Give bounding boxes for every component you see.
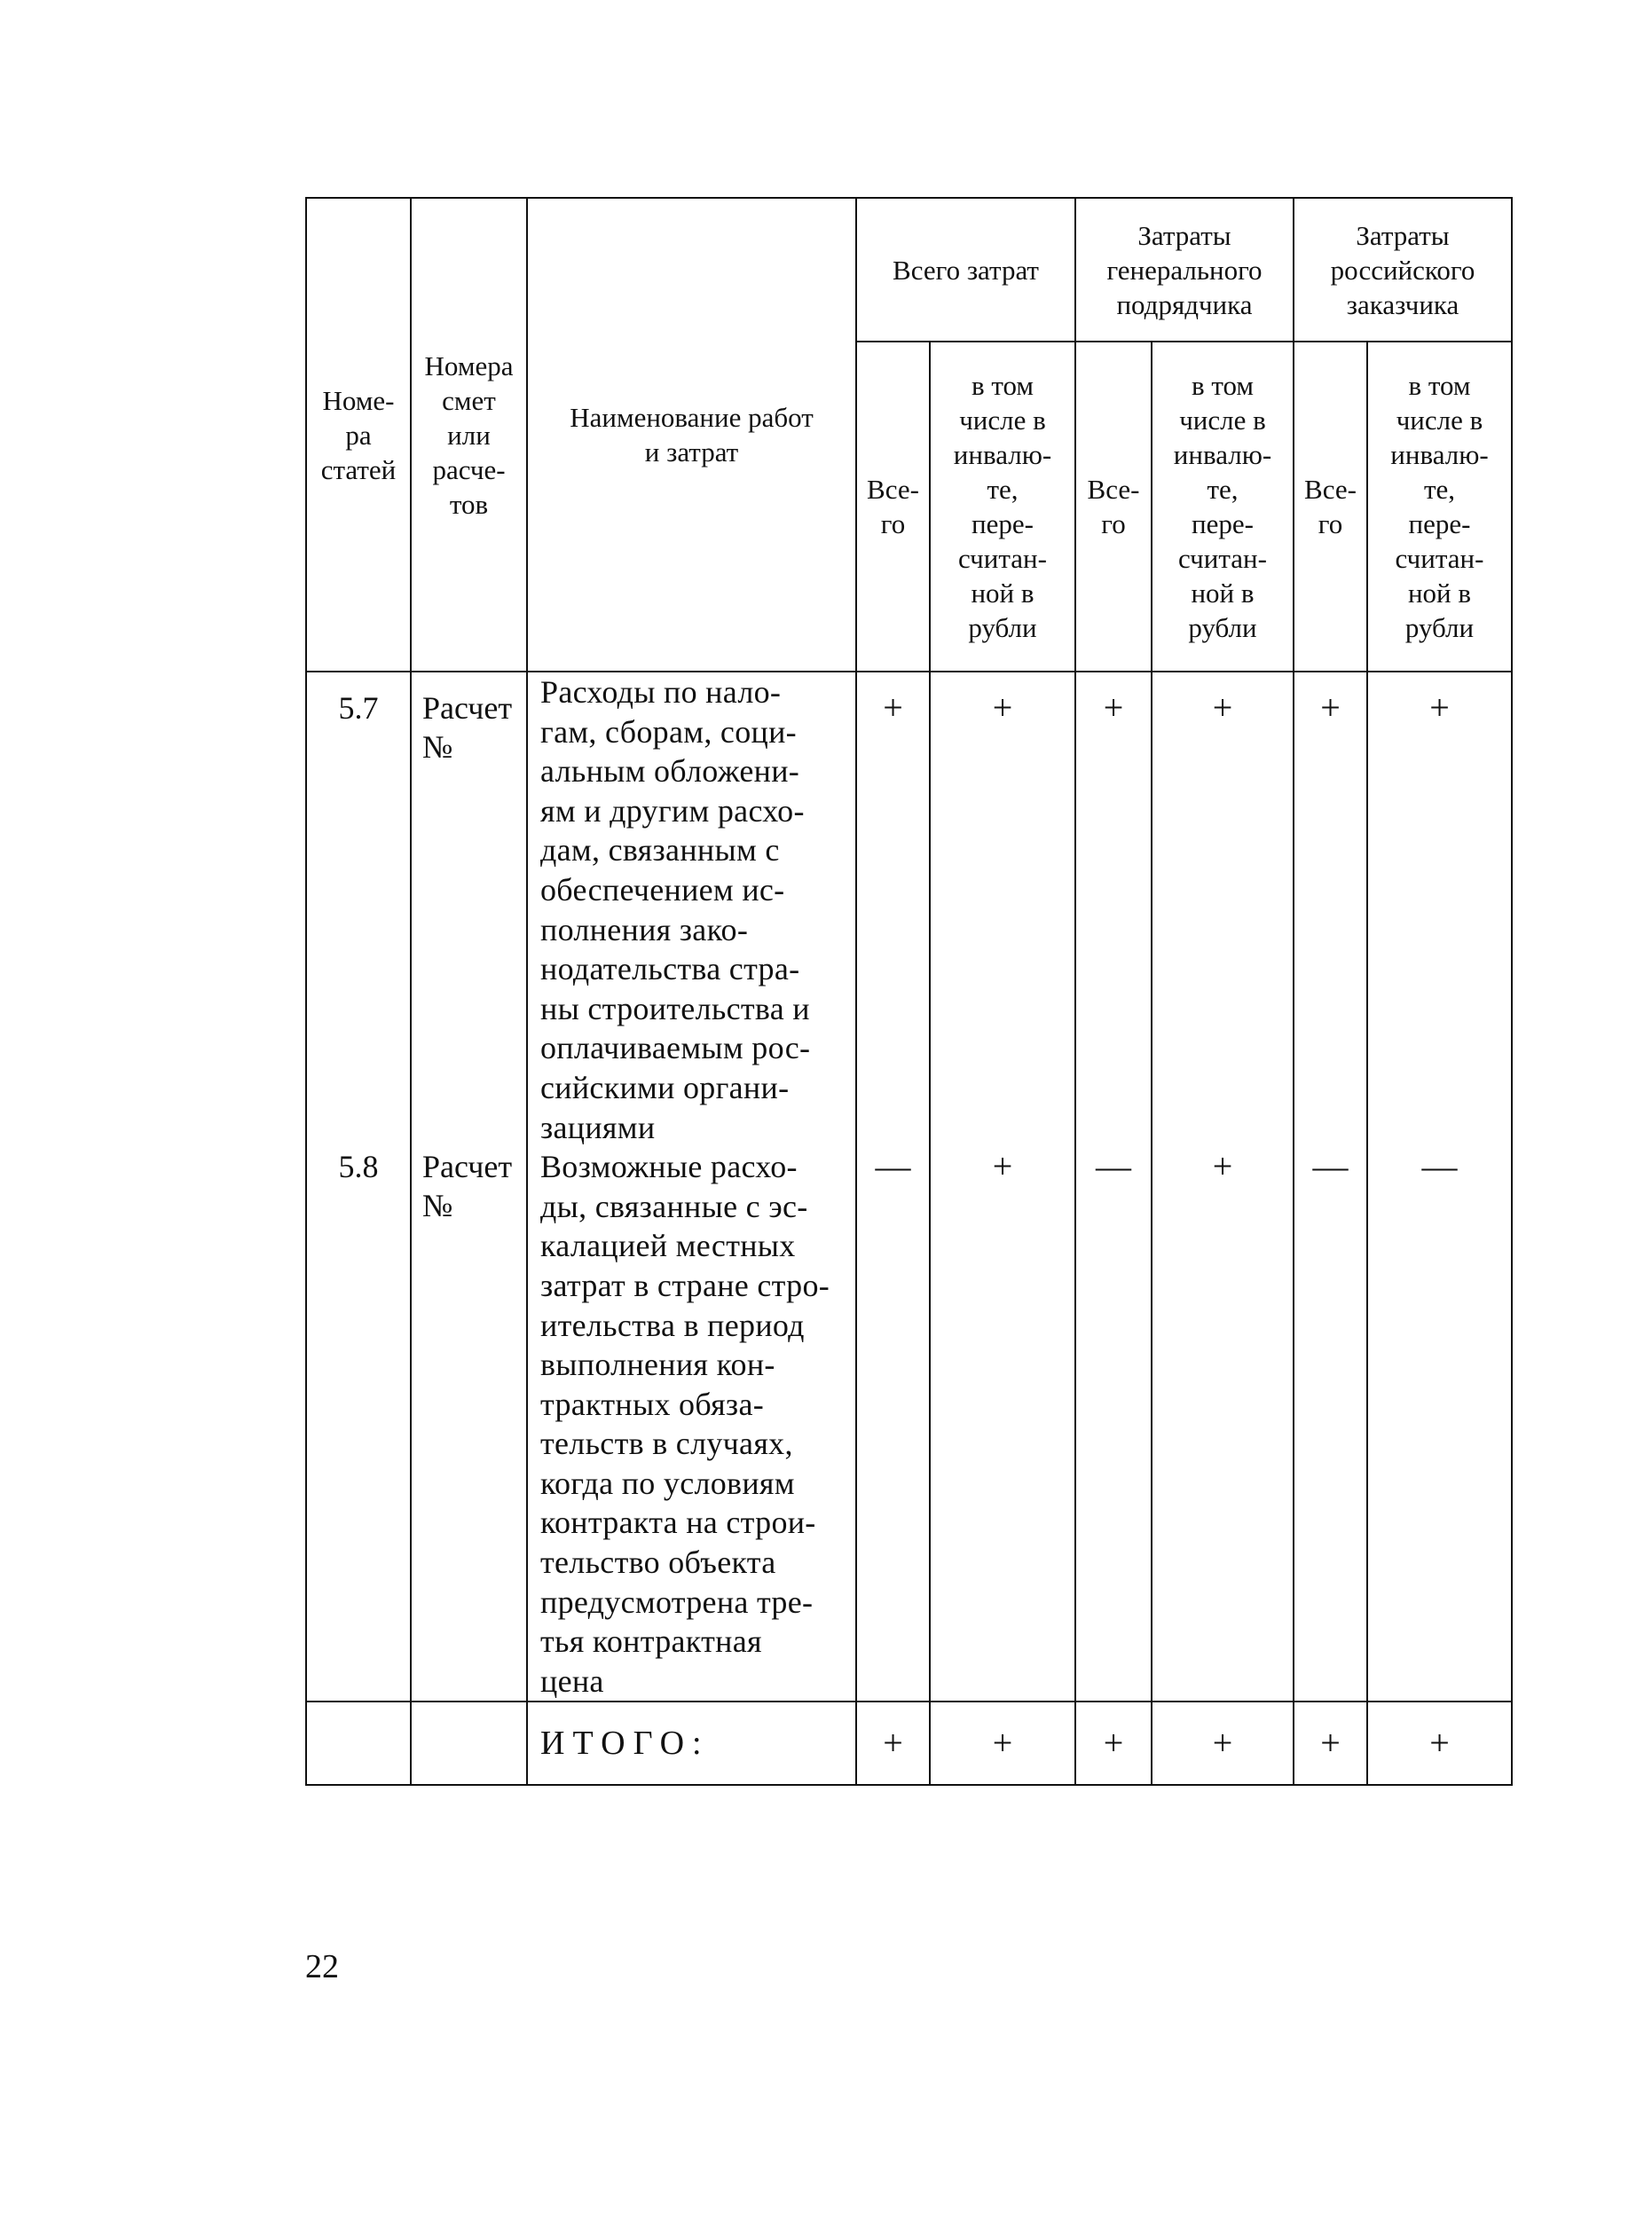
row-mark-total-all: — (856, 1147, 930, 1702)
header-customer-all: Все- го (1294, 342, 1367, 672)
row-mark-total-currency: + (930, 1147, 1075, 1702)
header-total-all: Все- го (856, 342, 930, 672)
total-mark-contractor-currency: + (1152, 1702, 1294, 1785)
header-contractor-all: Все- го (1075, 342, 1152, 672)
total-mark-total-currency: + (930, 1702, 1075, 1785)
total-label: ИТОГО: (527, 1702, 856, 1785)
row-number: 5.7 (306, 672, 411, 1147)
header-group-customer: Затраты российского заказчика (1294, 198, 1512, 342)
page-number: 22 (305, 1948, 339, 1985)
total-mark-total-all: + (856, 1702, 930, 1785)
row-mark-contractor-all: — (1075, 1147, 1152, 1702)
header-customer-currency: в том числе в инвалю- те, пере- считан- ной в рубли (1367, 342, 1512, 672)
table-row (306, 1147, 1512, 1702)
row-mark-customer-currency: — (1367, 1147, 1512, 1702)
row-mark-customer-currency: + (1367, 672, 1512, 1147)
total-mark-customer-all: + (1294, 1702, 1367, 1785)
header-estimate-number: Номера смет или расче- тов (411, 198, 527, 672)
total-empty-estimate (411, 1702, 527, 1785)
header-contractor-currency: в том числе в инвалю- те, пере- считан- ной в рубли (1152, 342, 1294, 672)
row-description: Расходы по нало- гам, сборам, соци- альным обложени- ям и другим расхо- дам, связанным с обеспечением ис- полнения зако- нодательства стра- ны строительства и оплачиваемым рос- сийскими органи- зациями (527, 672, 856, 1147)
row-mark-contractor-currency: + (1152, 1147, 1294, 1702)
header-total-currency: в том числе в инвалю- те, пере- считан- ной в рубли (930, 342, 1075, 672)
row-mark-contractor-currency: + (1152, 672, 1294, 1147)
total-mark-contractor-all: + (1075, 1702, 1152, 1785)
header-work-name: Наименование работ и затрат (527, 198, 856, 672)
header-group-contractor: Затраты генерального подрядчика (1075, 198, 1294, 342)
cost-table (305, 197, 1513, 1786)
header-row-groups (306, 198, 1512, 342)
header-article-number: Номе- ра статей (306, 198, 411, 672)
row-number: 5.8 (306, 1147, 411, 1702)
total-row (306, 1702, 1512, 1785)
row-description: Возможные расхо- ды, связанные с эс- калацией местных затрат в стране стро- ительства в период выполнения кон- трактных обяза- тельств в случаях, когда по условиям контракта на строи- тельство объекта предусмотрена тре- тья контрактная цена (527, 1147, 856, 1702)
total-empty-number (306, 1702, 411, 1785)
row-mark-contractor-all: + (1075, 672, 1152, 1147)
total-mark-customer-currency: + (1367, 1702, 1512, 1785)
row-mark-customer-all: + (1294, 672, 1367, 1147)
row-estimate: Расчет № (411, 1147, 527, 1702)
row-mark-customer-all: — (1294, 1147, 1367, 1702)
header-group-total: Всего затрат (856, 198, 1075, 342)
row-mark-total-all: + (856, 672, 930, 1147)
row-mark-total-currency: + (930, 672, 1075, 1147)
row-estimate: Расчет № (411, 672, 527, 1147)
table-row (306, 672, 1512, 1147)
